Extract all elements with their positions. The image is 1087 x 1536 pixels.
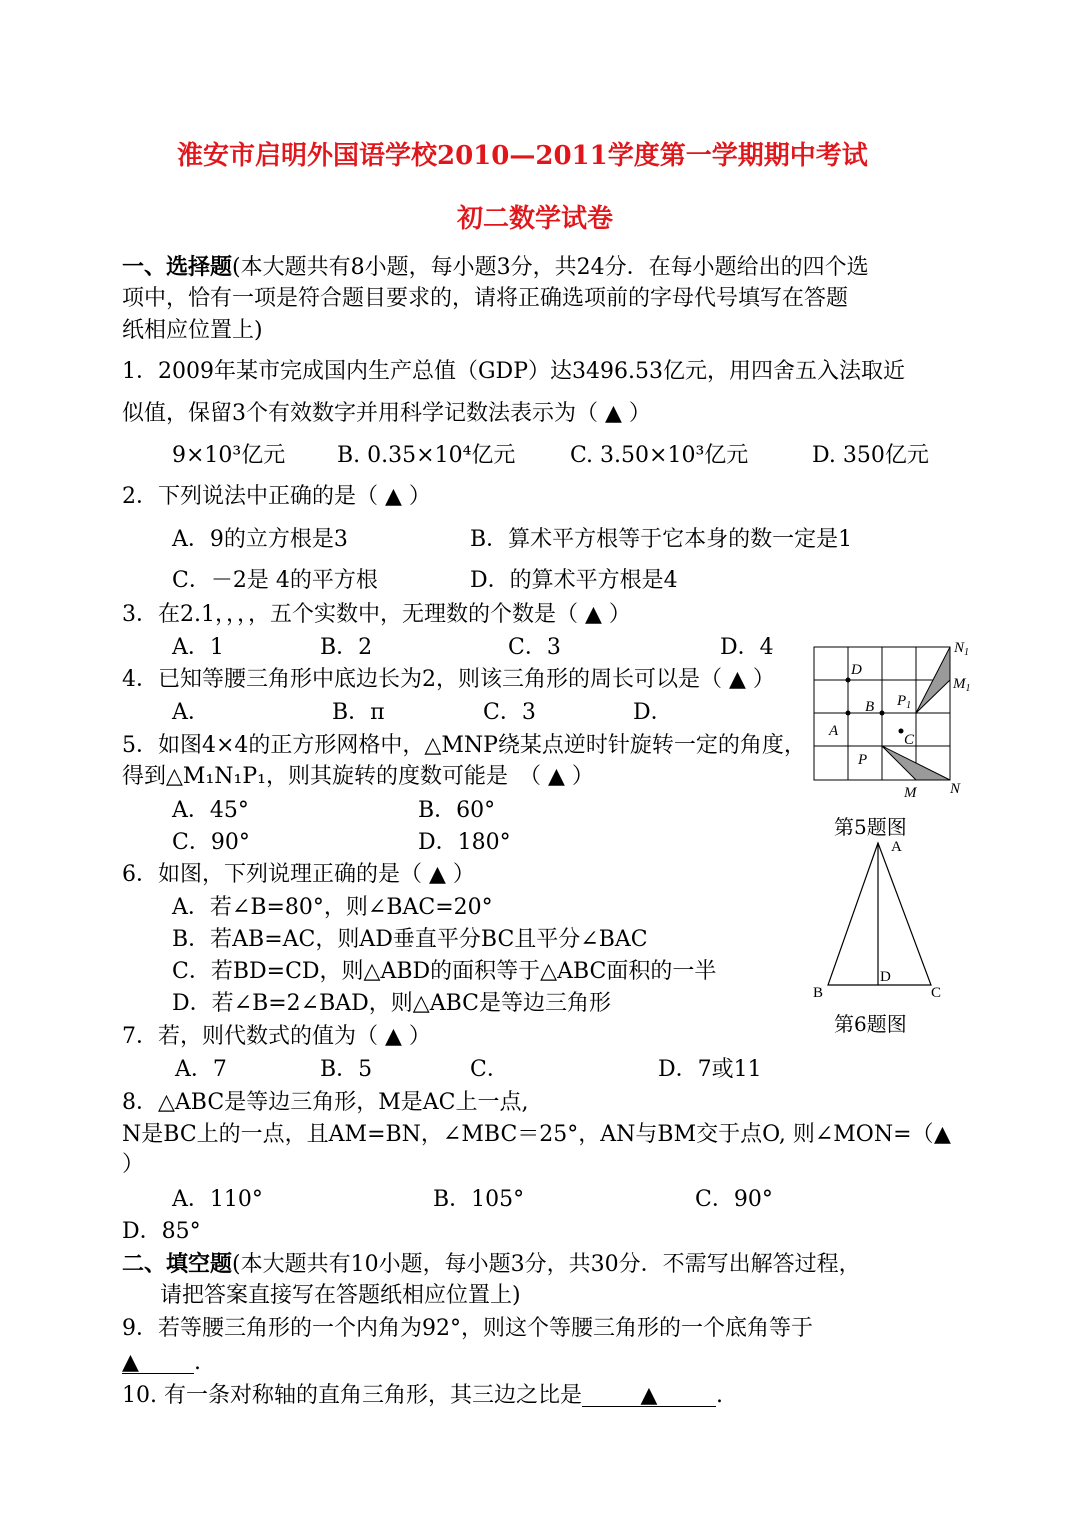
fig5-point-c <box>899 729 904 734</box>
q2-option-b: B．算术平方根等于它本身的数一定是1 <box>470 527 853 552</box>
q3-stem: 3．在2.1，，，，五个实数中，无理数的个数是（ ▲ ） <box>122 602 631 627</box>
q5-stem-line1: 5．如图4×4的正方形网格中，△MNP绕某点逆时针旋转一定的角度， <box>122 733 806 758</box>
section1-desc-2: 项中，恰有一项是符合题目要求的，请将正确选项前的字母代号填写在答题 <box>122 286 849 311</box>
q6-stem: 6．如图，下列说理正确的是（ ▲ ） <box>122 862 475 887</box>
q5-option-b: B．60° <box>418 798 496 823</box>
fig6-triangle-diagram <box>805 835 955 1005</box>
q3-option-a: A．1 <box>172 635 224 660</box>
fig5-grid-diagram <box>800 630 1000 805</box>
fig5-label-p: P <box>858 752 868 768</box>
q2-option-c: C．－2是 4的平方根 <box>172 568 378 593</box>
q2-option-d: D．的算术平方根是4 <box>470 568 678 593</box>
fig5-point-d <box>846 678 851 683</box>
q4-option-d: D． <box>633 700 673 725</box>
q8-option-b: B．105° <box>433 1187 525 1212</box>
q9-answer-blank[interactable]: ▲ <box>122 1349 194 1374</box>
q10-answer-blank[interactable]: ▲ <box>582 1382 716 1407</box>
fig5-caption: 第5题图 <box>834 815 907 839</box>
q6-option-a: A．若∠B=80°，则∠BAC=20° <box>172 895 493 920</box>
fig5-label-a: A <box>829 723 839 739</box>
fig5-label-b: B <box>865 699 875 715</box>
fig5-label-n: N <box>950 781 961 797</box>
q8-stem-line1: 8．△ABC是等边三角形，M是AC上一点, <box>122 1090 529 1115</box>
q4-option-b: B．π <box>332 700 385 725</box>
fig6-label-b: B <box>813 985 824 1001</box>
q9-stem: 9．若等腰三角形的一个内角为92°，则这个等腰三角形的一个底角等于 <box>122 1316 813 1341</box>
q3-option-d: D．4 <box>720 635 774 660</box>
fig6-triangle-abc <box>828 843 931 985</box>
q10-line <box>122 1382 723 1410</box>
fig5-label-m: M <box>904 785 917 801</box>
q1-stem-line2: 似值，保留3个有效数字并用科学记数法表示为（ ▲ ） <box>122 401 651 426</box>
q8-option-a: A．110° <box>172 1187 263 1212</box>
q4-option-a: A． <box>172 700 210 725</box>
q5-option-d: D．180° <box>418 830 511 855</box>
section2-intro-line1 <box>122 1250 861 1279</box>
q7-stem: 7．若，则代数式的值为（ ▲ ） <box>122 1024 431 1049</box>
q8-stem-line3: ） <box>122 1152 145 1177</box>
q5-option-c: C．90° <box>172 830 250 855</box>
q1-option-d: D. 350亿元 <box>812 443 929 468</box>
fig5-label-p1: $P_1$ <box>897 693 912 711</box>
exam-title-line1: 淮安市启明外国语学校2010—2011学度第一学期期中考试 <box>177 141 868 171</box>
section1-desc-1: (本大题共有8小题，每小题3分，共24分．在每小题给出的四个选 <box>232 255 869 280</box>
q8-answer-mark: ▲ <box>934 1122 951 1147</box>
fig6-label-d: D <box>880 969 891 985</box>
section2-desc-2: 请把答案直接写在答题纸相应位置上) <box>160 1283 521 1308</box>
fig5-label-m1: $M_1$ <box>953 676 971 694</box>
fig6-label-c: C <box>931 985 942 1001</box>
q4-option-c: C．3 <box>483 700 536 725</box>
q6-option-c: C．若BD=CD，则△ABD的面积等于△ABC面积的一半 <box>172 959 717 984</box>
q3-option-c: C．3 <box>508 635 561 660</box>
fig6-caption: 第6题图 <box>834 1012 907 1036</box>
section1-desc-3: 纸相应位置上) <box>122 318 263 343</box>
fig5-label-d: D <box>851 662 862 678</box>
q6-option-b: B．若AB=AC，则AD垂直平分BC且平分∠BAC <box>172 927 648 952</box>
q10-period: . <box>715 1383 723 1408</box>
fig5-point-b <box>880 711 885 716</box>
exam-title-line2: 初二数学试卷 <box>457 204 614 234</box>
fig5-label-n1: $N_1$ <box>954 640 970 658</box>
q10-stem: 10. 有一条对称轴的直角三角形，其三边之比是 <box>122 1383 582 1408</box>
q3-option-b: B．2 <box>320 635 373 660</box>
fig5-label-c: C <box>904 732 915 748</box>
q1-option-a: 9×10³亿元 <box>172 443 286 468</box>
section2-desc-1: (本大题共有10小题，每小题3分，共30分．不需写出解答过程， <box>232 1252 861 1277</box>
section2-heading: 二、填空题 <box>122 1251 233 1277</box>
q1-stem-line1: 1．2009年某市完成国内生产总值（GDP）达3496.53亿元，用四舍五入法取近 <box>122 359 905 384</box>
q2-stem: 2．下列说法中正确的是（ ▲ ） <box>122 484 431 509</box>
q2-option-a: A．9的立方根是3 <box>172 527 348 552</box>
q7-option-c: C． <box>470 1057 509 1082</box>
fig6-label-a: A <box>891 839 902 855</box>
q7-option-a: A．7 <box>175 1057 227 1082</box>
q5-stem-line2: 得到△M₁N₁P₁，则其旋转的度数可能是 （ ▲ ） <box>122 764 594 789</box>
q8-option-d: D．85° <box>122 1219 201 1244</box>
q6-option-d: D．若∠B=2∠BAD，则△ABC是等边三角形 <box>172 991 612 1016</box>
q1-option-b: B. 0.35×10⁴亿元 <box>337 443 516 468</box>
q4-stem: 4．已知等腰三角形中底边长为2，则该三角形的周长可以是（ ▲ ） <box>122 667 775 692</box>
q9-period: . <box>194 1350 201 1375</box>
fig5-point-a <box>846 711 851 716</box>
q8-option-c: C．90° <box>695 1187 773 1212</box>
section1-intro-line1 <box>122 253 869 282</box>
q7-option-b: B．5 <box>320 1057 373 1082</box>
q9-answer-line <box>122 1349 201 1377</box>
q7-option-d: D．7或11 <box>658 1057 762 1082</box>
section1-heading: 一、选择题 <box>122 254 233 280</box>
q1-option-c: C. 3.50×10³亿元 <box>570 443 749 468</box>
q5-option-a: A．45° <box>172 798 249 823</box>
q8-stem-line2: N是BC上的一点，且AM=BN，∠MBC＝25°，AN与BM交于点O, 则∠MON=（ <box>122 1122 934 1147</box>
